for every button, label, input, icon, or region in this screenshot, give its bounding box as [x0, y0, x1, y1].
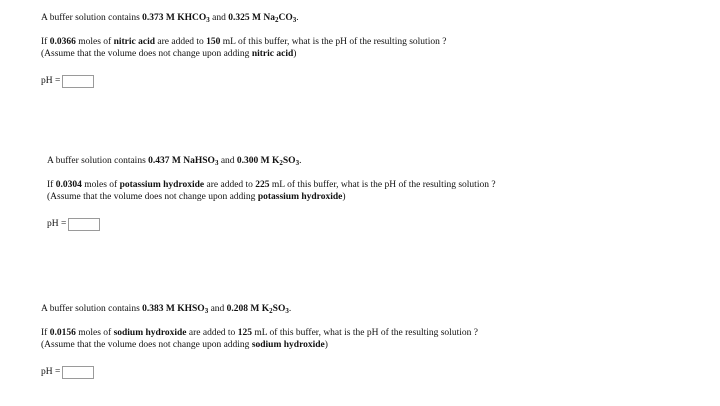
assumption-text: (Assume that the volume does not change upon adding potassium hydroxide) [47, 192, 346, 202]
assumption-text: (Assume that the volume does not change upon adding nitric acid) [41, 49, 297, 59]
buffer-problem-2 [47, 155, 496, 231]
ph-label: pH = [47, 219, 67, 229]
assumption-text: (Assume that the volume does not change upon adding sodium hydroxide) [41, 340, 328, 350]
buffer-problem-1 [41, 12, 446, 88]
ph-label: pH = [41, 76, 61, 86]
problem-statement: A buffer solution contains 0.373 M $KHCO_3$ and 0.325 M $Na_2CO_3$. [41, 13, 299, 24]
buffer-problem-3 [41, 303, 478, 379]
concentration-2: 0.300 M $K_2SO_3$ [236, 156, 300, 167]
ph-answer-row [47, 217, 496, 231]
ph-answer-row [41, 365, 478, 379]
concentration-2: 0.325 M $Na_2CO_3$ [228, 13, 297, 24]
question-text: If 0.0304 moles of potassium hydroxide are added to 225 mL of this buffer, what is the pH of the resulting solution ? [47, 180, 496, 190]
ph-input[interactable] [68, 218, 100, 231]
problem-statement: A buffer solution contains 0.383 M $KHSO_3$ and 0.208 M $K_2SO_3$. [41, 304, 292, 315]
ph-input[interactable] [62, 75, 94, 88]
concentration-2: 0.208 M $K_2SO_3$ [226, 304, 289, 315]
concentration-1: 0.383 M $KHSO_3$ [142, 304, 209, 315]
concentration-1: 0.373 M $KHCO_3$ [142, 13, 210, 24]
question-text: If 0.0156 moles of sodium hydroxide are added to 125 mL of this buffer, what is the pH of the resulting solution ? [41, 328, 478, 338]
ph-label: pH = [41, 367, 61, 377]
question-text: If 0.0366 moles of nitric acid are added to 150 mL of this buffer, what is the pH of the resulting solution ? [41, 37, 447, 47]
ph-input[interactable] [62, 366, 94, 379]
ph-answer-row [41, 74, 446, 88]
problem-statement: A buffer solution contains 0.437 M NaHSO$_3$ and 0.300 M $K_2SO_3$. [47, 156, 302, 167]
concentration-1: 0.437 M NaHSO$_3$ [148, 156, 219, 167]
